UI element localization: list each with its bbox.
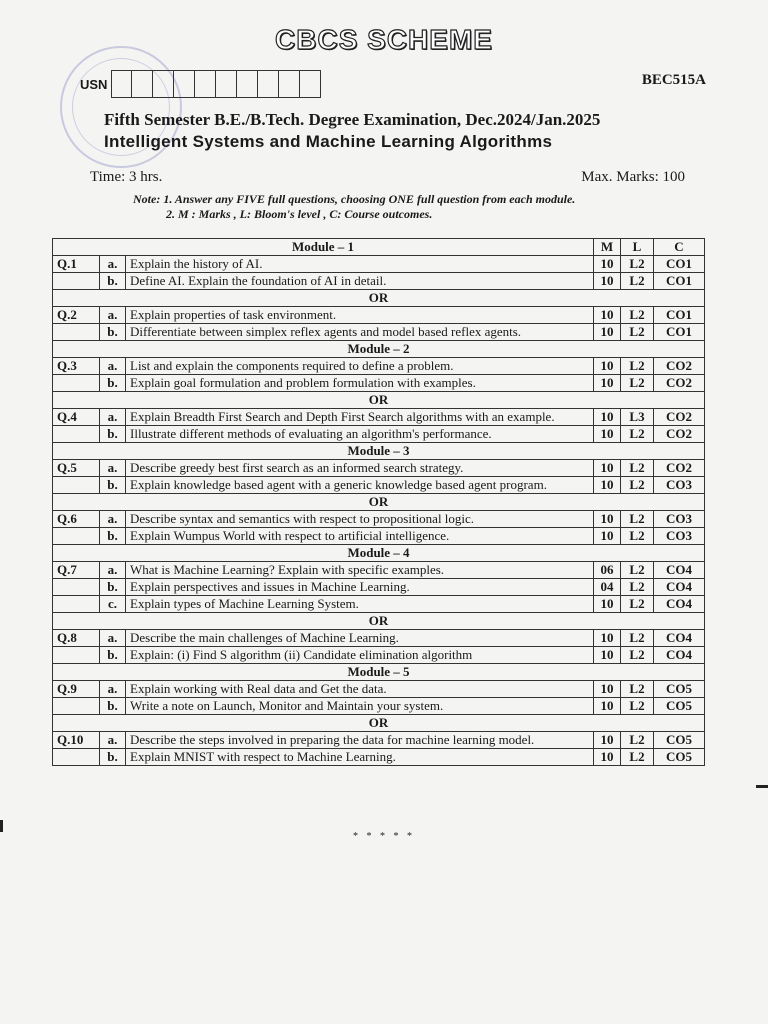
question-number <box>53 324 100 341</box>
course-outcome-cell: CO2 <box>654 426 705 443</box>
sub-question-label: c. <box>100 596 126 613</box>
question-number: Q.6 <box>53 511 100 528</box>
marks-cell: 10 <box>594 511 621 528</box>
blooms-level-cell: L2 <box>621 647 654 664</box>
question-text: Describe greedy best first search as an informed search strategy. <box>126 460 594 477</box>
question-row <box>53 426 705 443</box>
question-row <box>53 528 705 545</box>
module-heading: Module – 2 <box>53 341 705 358</box>
marks-cell: 10 <box>594 426 621 443</box>
blooms-level-cell: L2 <box>621 426 654 443</box>
course-outcome-cell: CO5 <box>654 732 705 749</box>
question-number: Q.2 <box>53 307 100 324</box>
scan-edge-mark <box>0 820 3 832</box>
blooms-level-cell: L2 <box>621 528 654 545</box>
question-row <box>53 477 705 494</box>
note-line-1: Note: 1. Answer any FIVE full questions, choosing ONE full question from each module. <box>133 192 576 206</box>
course-outcome-cell: CO1 <box>654 307 705 324</box>
marks-cell: 10 <box>594 375 621 392</box>
question-row <box>53 681 705 698</box>
course-outcome-cell: CO4 <box>654 562 705 579</box>
blooms-level-cell: L2 <box>621 511 654 528</box>
question-number <box>53 749 100 766</box>
question-text: Explain Wumpus World with respect to artificial intelligence. <box>126 528 594 545</box>
usn-boxes <box>111 70 321 98</box>
question-row <box>53 460 705 477</box>
exam-title: Fifth Semester B.E./B.Tech. Degree Examination, Dec.2024/Jan.2025 <box>104 110 601 129</box>
marks-cell: 10 <box>594 273 621 290</box>
question-row <box>53 630 705 647</box>
question-text: What is Machine Learning? Explain with specific examples. <box>126 562 594 579</box>
blooms-level-cell: L2 <box>621 630 654 647</box>
usn-digit-box[interactable] <box>216 70 237 98</box>
scheme-title: CBCS SCHEME <box>275 24 493 55</box>
or-separator: OR <box>53 392 705 409</box>
question-row <box>53 273 705 290</box>
module-heading: Module – 5 <box>53 664 705 681</box>
question-number <box>53 375 100 392</box>
question-number <box>53 596 100 613</box>
usn-digit-box[interactable] <box>195 70 216 98</box>
blooms-level-cell: L2 <box>621 375 654 392</box>
usn-row <box>80 70 321 98</box>
or-separator-row <box>53 715 705 732</box>
question-row <box>53 324 705 341</box>
question-row <box>53 562 705 579</box>
question-text: Explain working with Real data and Get the data. <box>126 681 594 698</box>
sub-question-label: b. <box>100 698 126 715</box>
marks-column-header: M <box>594 239 621 256</box>
table-header-row <box>53 239 705 256</box>
module-heading-row <box>53 545 705 562</box>
or-separator: OR <box>53 715 705 732</box>
course-outcome-cell: CO1 <box>654 256 705 273</box>
blooms-level-cell: L2 <box>621 749 654 766</box>
question-text: Define AI. Explain the foundation of AI in detail. <box>126 273 594 290</box>
usn-digit-box[interactable] <box>258 70 279 98</box>
outcome-column-header: C <box>654 239 705 256</box>
or-separator-row <box>53 613 705 630</box>
module-heading: Module – 1 <box>53 239 594 256</box>
question-text: Explain: (i) Find S algorithm (ii) Candidate elimination algorithm <box>126 647 594 664</box>
blooms-level-cell: L2 <box>621 273 654 290</box>
module-heading-row <box>53 443 705 460</box>
question-row <box>53 307 705 324</box>
sub-question-label: b. <box>100 375 126 392</box>
question-number: Q.4 <box>53 409 100 426</box>
question-number <box>53 698 100 715</box>
course-outcome-cell: CO4 <box>654 630 705 647</box>
or-separator-row <box>53 290 705 307</box>
marks-cell: 10 <box>594 596 621 613</box>
blooms-level-cell: L2 <box>621 596 654 613</box>
course-outcome-cell: CO4 <box>654 647 705 664</box>
question-text: Describe syntax and semantics with respect to propositional logic. <box>126 511 594 528</box>
sub-question-label: a. <box>100 562 126 579</box>
question-number <box>53 273 100 290</box>
marks-cell: 10 <box>594 256 621 273</box>
question-text: Explain knowledge based agent with a generic knowledge based agent program. <box>126 477 594 494</box>
course-outcome-cell: CO5 <box>654 681 705 698</box>
module-heading: Module – 4 <box>53 545 705 562</box>
marks-cell: 04 <box>594 579 621 596</box>
question-row <box>53 579 705 596</box>
sub-question-label: a. <box>100 681 126 698</box>
or-separator: OR <box>53 290 705 307</box>
exam-duration: Time: 3 hrs. <box>90 169 163 185</box>
question-text: List and explain the components required to define a problem. <box>126 358 594 375</box>
usn-digit-box[interactable] <box>300 70 321 98</box>
course-outcome-cell: CO5 <box>654 698 705 715</box>
marks-cell: 10 <box>594 409 621 426</box>
max-marks: Max. Marks: 100 <box>581 169 685 185</box>
question-text: Explain perspectives and issues in Machine Learning. <box>126 579 594 596</box>
blooms-level-cell: L2 <box>621 477 654 494</box>
question-row <box>53 511 705 528</box>
blooms-level-cell: L2 <box>621 358 654 375</box>
blooms-level-cell: L2 <box>621 681 654 698</box>
question-row <box>53 256 705 273</box>
sub-question-label: b. <box>100 477 126 494</box>
blooms-level-cell: L2 <box>621 562 654 579</box>
question-text: Illustrate different methods of evaluating an algorithm's performance. <box>126 426 594 443</box>
sub-question-label: b. <box>100 426 126 443</box>
blooms-level-cell: L2 <box>621 460 654 477</box>
question-row <box>53 358 705 375</box>
question-text: Explain types of Machine Learning System. <box>126 596 594 613</box>
question-number <box>53 528 100 545</box>
module-heading-row <box>53 664 705 681</box>
sub-question-label: b. <box>100 579 126 596</box>
module-heading-row <box>53 341 705 358</box>
or-separator-row <box>53 392 705 409</box>
marks-cell: 10 <box>594 647 621 664</box>
usn-digit-box[interactable] <box>153 70 174 98</box>
course-outcome-cell: CO5 <box>654 749 705 766</box>
level-column-header: L <box>621 239 654 256</box>
course-outcome-cell: CO2 <box>654 409 705 426</box>
usn-digit-box[interactable] <box>132 70 153 98</box>
sub-question-label: b. <box>100 749 126 766</box>
question-row <box>53 647 705 664</box>
question-number: Q.10 <box>53 732 100 749</box>
question-text: Describe the main challenges of Machine Learning. <box>126 630 594 647</box>
question-row <box>53 749 705 766</box>
or-separator: OR <box>53 494 705 511</box>
question-text: Explain Breadth First Search and Depth First Search algorithms with an example. <box>126 409 594 426</box>
module-heading: Module – 3 <box>53 443 705 460</box>
question-text: Explain MNIST with respect to Machine Learning. <box>126 749 594 766</box>
course-outcome-cell: CO3 <box>654 477 705 494</box>
question-row <box>53 409 705 426</box>
blooms-level-cell: L2 <box>621 307 654 324</box>
blooms-level-cell: L2 <box>621 256 654 273</box>
scan-edge-mark <box>756 785 768 788</box>
blooms-level-cell: L2 <box>621 732 654 749</box>
blooms-level-cell: L3 <box>621 409 654 426</box>
question-row <box>53 732 705 749</box>
question-number <box>53 579 100 596</box>
usn-digit-box[interactable] <box>279 70 300 98</box>
course-outcome-cell: CO4 <box>654 596 705 613</box>
sub-question-label: a. <box>100 409 126 426</box>
question-number: Q.5 <box>53 460 100 477</box>
course-outcome-cell: CO2 <box>654 460 705 477</box>
question-text: Explain properties of task environment. <box>126 307 594 324</box>
question-row <box>53 698 705 715</box>
sub-question-label: b. <box>100 324 126 341</box>
sub-question-label: a. <box>100 460 126 477</box>
course-outcome-cell: CO1 <box>654 273 705 290</box>
question-number <box>53 647 100 664</box>
end-of-paper-stars: * * * * * <box>353 831 415 842</box>
course-outcome-cell: CO1 <box>654 324 705 341</box>
sub-question-label: a. <box>100 732 126 749</box>
question-row <box>53 596 705 613</box>
marks-cell: 10 <box>594 630 621 647</box>
question-number: Q.7 <box>53 562 100 579</box>
sub-question-label: a. <box>100 630 126 647</box>
question-text: Differentiate between simplex reflex agents and model based reflex agents. <box>126 324 594 341</box>
question-text: Write a note on Launch, Monitor and Maintain your system. <box>126 698 594 715</box>
marks-cell: 10 <box>594 732 621 749</box>
marks-cell: 10 <box>594 477 621 494</box>
marks-cell: 10 <box>594 681 621 698</box>
blooms-level-cell: L2 <box>621 324 654 341</box>
marks-cell: 10 <box>594 698 621 715</box>
question-text: Explain goal formulation and problem formulation with examples. <box>126 375 594 392</box>
question-text: Explain the history of AI. <box>126 256 594 273</box>
course-outcome-cell: CO3 <box>654 511 705 528</box>
course-code: BEC515A <box>641 72 706 88</box>
marks-cell: 06 <box>594 562 621 579</box>
question-number: Q.9 <box>53 681 100 698</box>
questions-table <box>52 238 705 766</box>
sub-question-label: b. <box>100 528 126 545</box>
sub-question-label: b. <box>100 647 126 664</box>
blooms-level-cell: L2 <box>621 579 654 596</box>
marks-cell: 10 <box>594 460 621 477</box>
usn-digit-box[interactable] <box>237 70 258 98</box>
sub-question-label: b. <box>100 273 126 290</box>
marks-cell: 10 <box>594 358 621 375</box>
marks-cell: 10 <box>594 324 621 341</box>
marks-cell: 10 <box>594 528 621 545</box>
question-number <box>53 477 100 494</box>
marks-cell: 10 <box>594 307 621 324</box>
instructions-note <box>133 192 575 222</box>
question-number: Q.8 <box>53 630 100 647</box>
usn-label: USN <box>80 76 108 92</box>
usn-digit-box[interactable] <box>174 70 195 98</box>
question-row <box>53 375 705 392</box>
sub-question-label: a. <box>100 358 126 375</box>
question-number <box>53 426 100 443</box>
or-separator: OR <box>53 613 705 630</box>
sub-question-label: a. <box>100 307 126 324</box>
blooms-level-cell: L2 <box>621 698 654 715</box>
usn-digit-box[interactable] <box>111 70 132 98</box>
course-outcome-cell: CO2 <box>654 358 705 375</box>
note-line-2: 2. M : Marks , L: Bloom's level , C: Course outcomes. <box>166 207 433 221</box>
course-outcome-cell: CO4 <box>654 579 705 596</box>
question-text: Describe the steps involved in preparing the data for machine learning model. <box>126 732 594 749</box>
course-outcome-cell: CO3 <box>654 528 705 545</box>
sub-question-label: a. <box>100 511 126 528</box>
or-separator-row <box>53 494 705 511</box>
sub-question-label: a. <box>100 256 126 273</box>
question-number: Q.1 <box>53 256 100 273</box>
subject-title: Intelligent Systems and Machine Learning Algorithms <box>104 132 553 151</box>
course-outcome-cell: CO2 <box>654 375 705 392</box>
marks-cell: 10 <box>594 749 621 766</box>
question-number: Q.3 <box>53 358 100 375</box>
